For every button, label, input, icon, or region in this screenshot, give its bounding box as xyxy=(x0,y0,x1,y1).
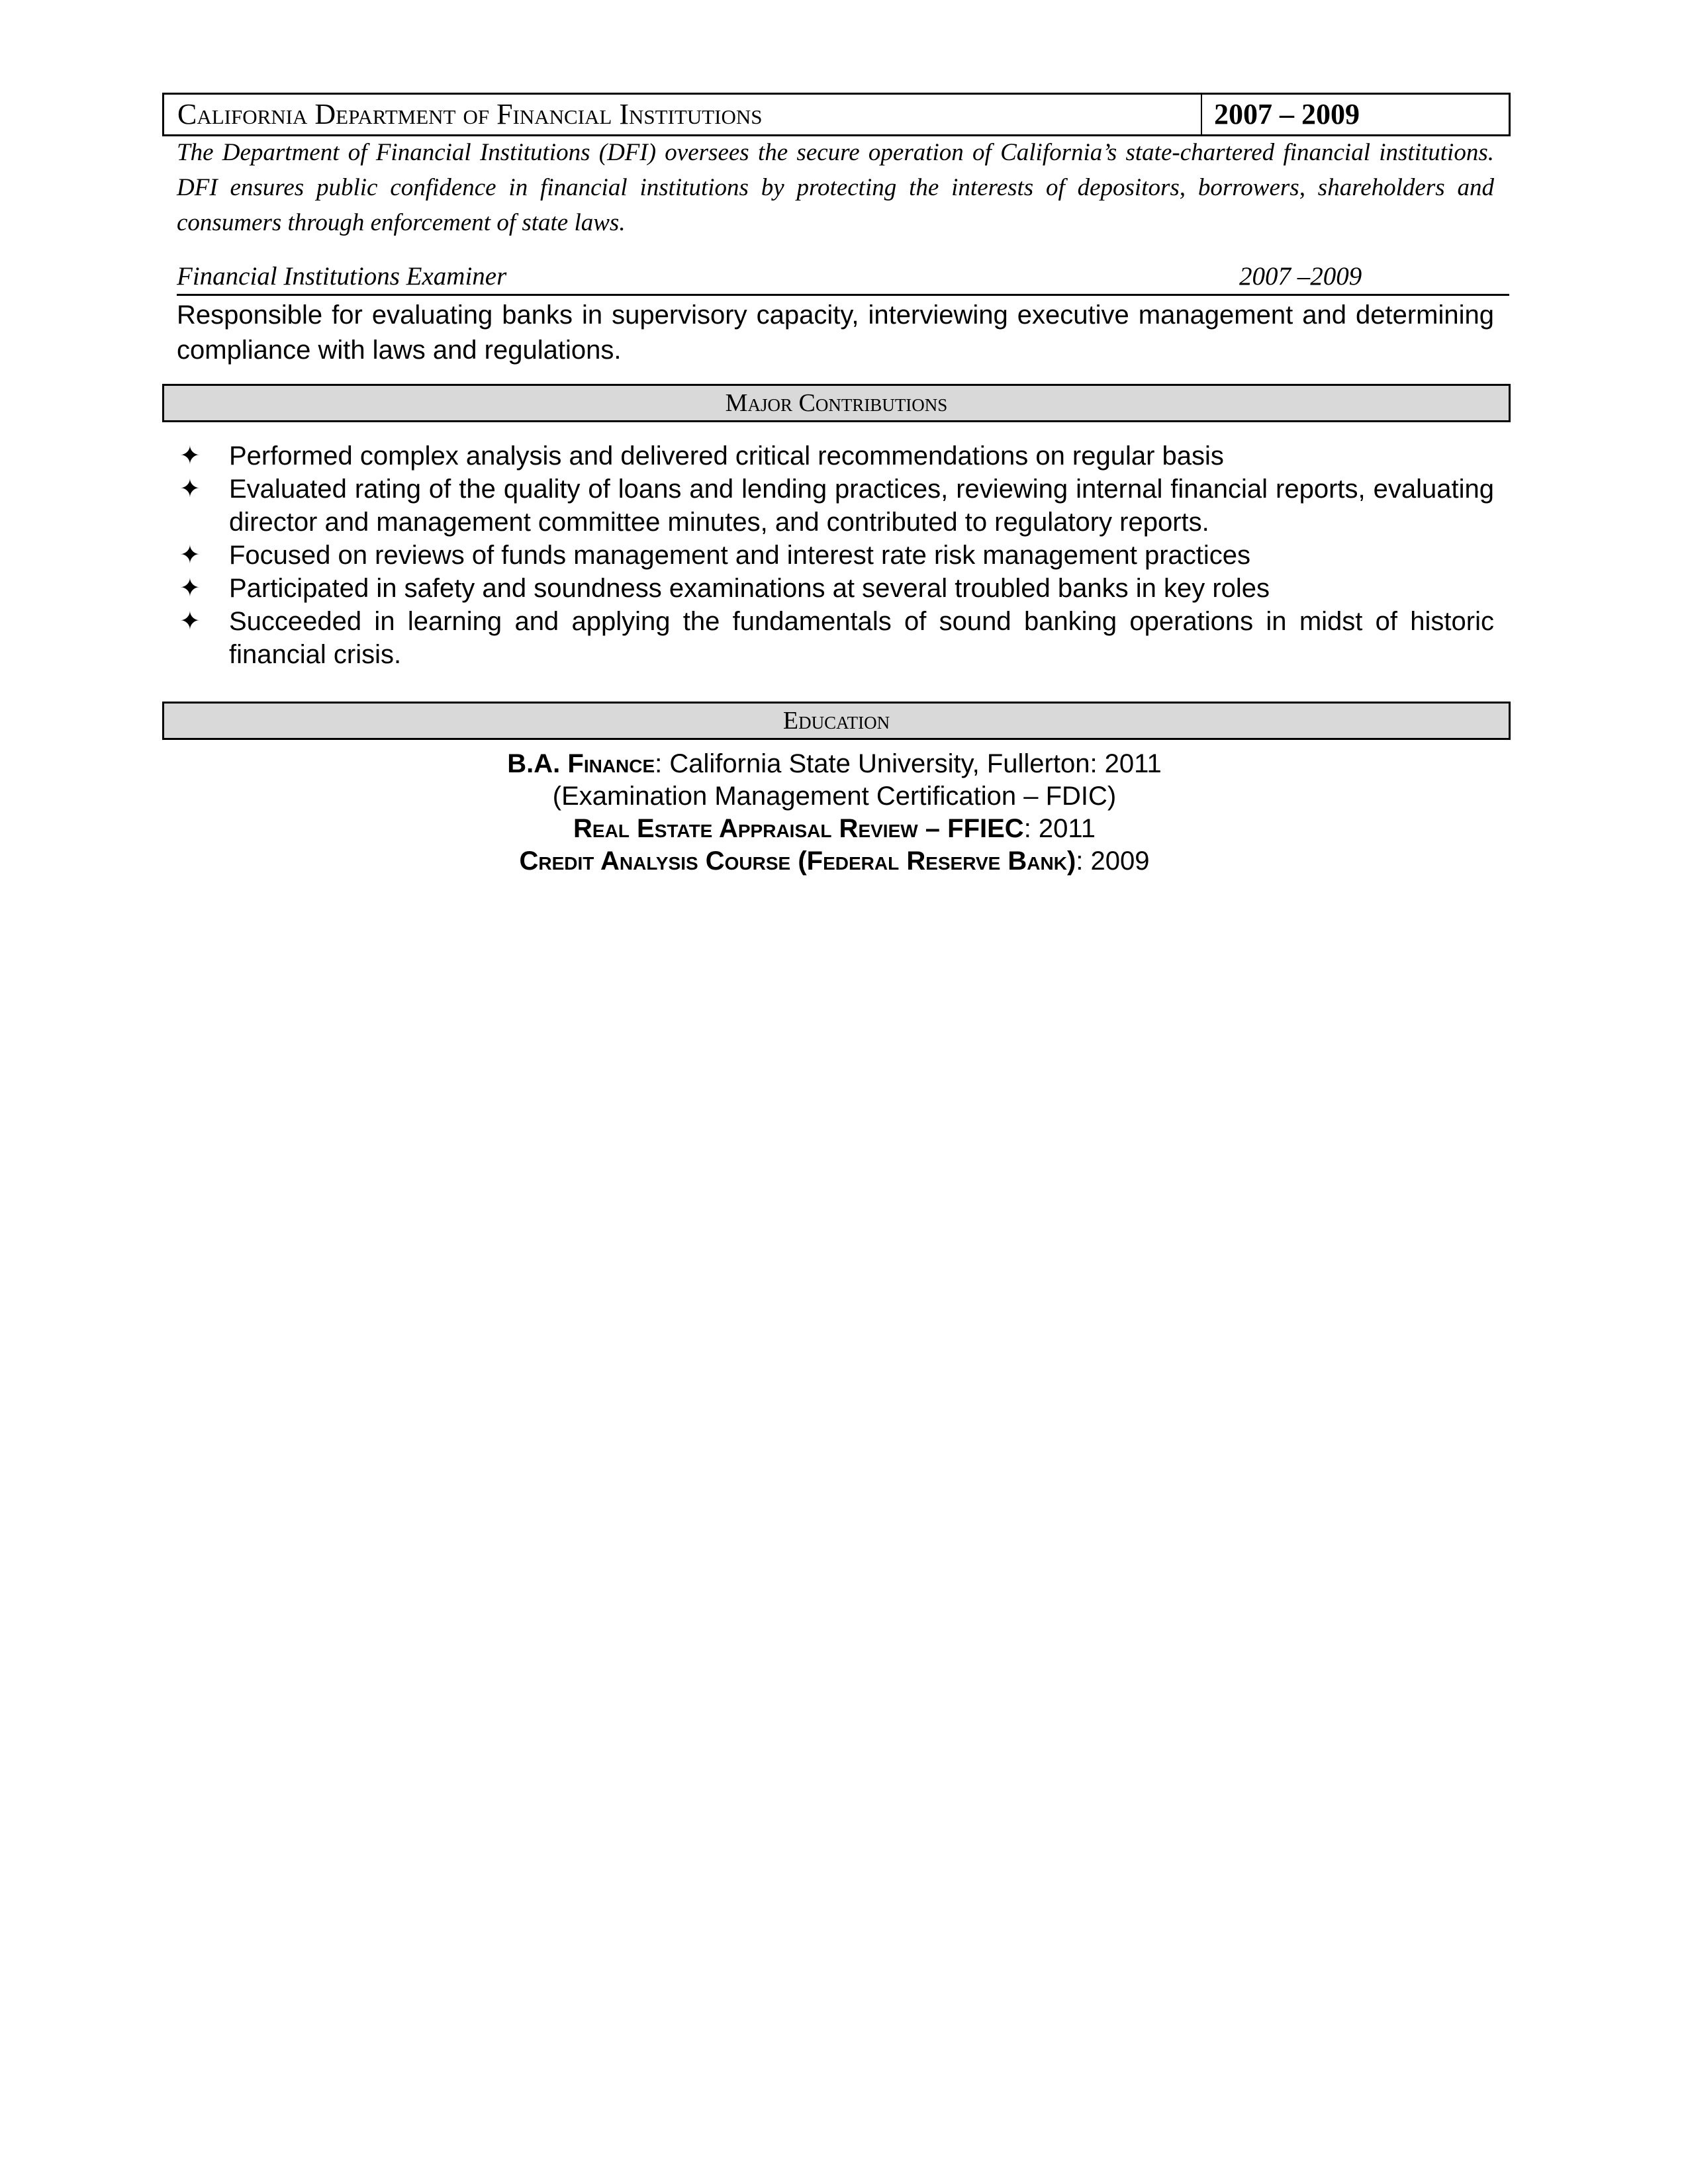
list-item: ✦ Succeeded in learning and applying the fundamentals of sound banking operations in midst of historic financial crisis. xyxy=(177,605,1494,671)
contributions-list xyxy=(177,439,1494,671)
position-title: Financial Institutions Examiner xyxy=(177,262,507,291)
four-point-star-icon: ✦ xyxy=(179,442,201,470)
section-heading-contributions: Major Contributions xyxy=(162,384,1511,422)
position-row xyxy=(177,259,1509,296)
four-point-star-icon: ✦ xyxy=(179,574,201,602)
four-point-star-icon: ✦ xyxy=(179,475,201,503)
list-item: ✦ Focused on reviews of funds management and interest rate risk management practices xyxy=(177,539,1494,572)
four-point-star-icon: ✦ xyxy=(179,608,201,635)
education-entry: B.A. Finance: California State University, Fullerton: 2011 xyxy=(507,749,1162,778)
employer-name: California Department of Financial Institutions xyxy=(164,95,1202,134)
education-list xyxy=(162,748,1507,878)
list-item: ✦ Evaluated rating of the quality of loans and lending practices, reviewing internal financial reports, evaluating director and management committee minutes, and contributed to regulatory reports. xyxy=(177,473,1494,539)
four-point-star-icon: ✦ xyxy=(179,541,201,569)
education-entry: Real Estate Appraisal Review – FFIEC: 2011 xyxy=(573,814,1096,843)
section-heading-education: Education xyxy=(162,702,1511,740)
education-entry: Credit Analysis Course (Federal Reserve Bank): 2009 xyxy=(519,846,1150,876)
employer-description: The Department of Financial Institutions (DFI) oversees the secure operation of California’s state-chartered financial institutions. DFI ensures public confidence in financial institutions by protecting the interests of depositors, borrowers, shareholders and consumers through enforcement of state laws. xyxy=(177,139,1494,236)
education-entry: (Examination Management Certification – FDIC) xyxy=(552,782,1117,811)
position-years: 2007 –2009 xyxy=(1239,262,1362,291)
list-item: ✦ Participated in safety and soundness examinations at several troubled banks in key roles xyxy=(177,572,1494,605)
employer-years: 2007 – 2009 xyxy=(1214,98,1360,130)
list-item: ✦ Performed complex analysis and delivered critical recommendations on regular basis xyxy=(177,439,1494,473)
employer-header xyxy=(162,93,1511,136)
position-summary: Responsible for evaluating banks in supervisory capacity, interviewing executive management and determining compliance with laws and regulations. xyxy=(177,300,1494,365)
